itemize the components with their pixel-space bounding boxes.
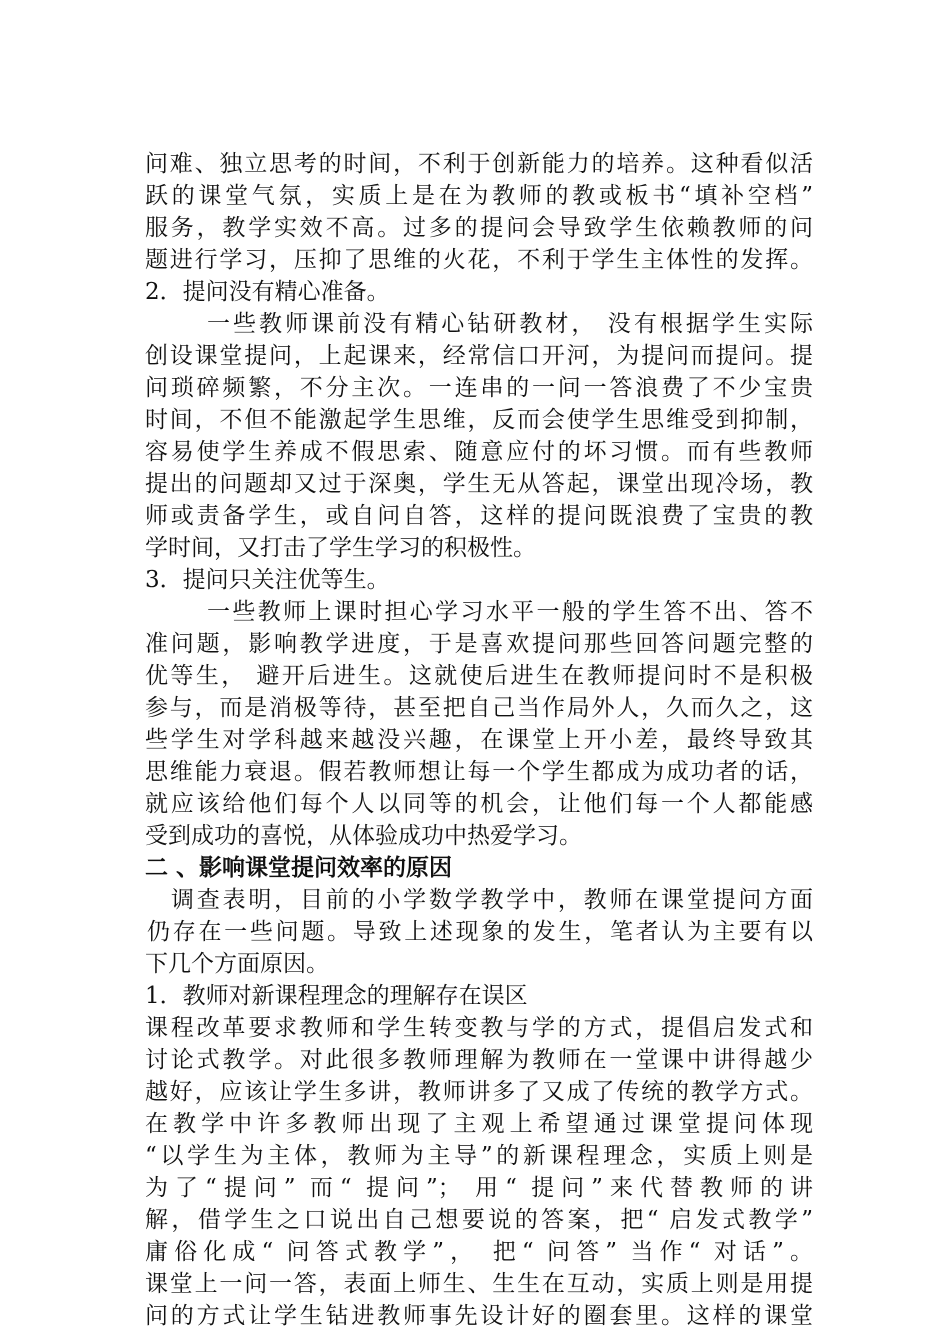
text-line: 讨论式教学。对此很多教师理解为教师在一堂课中讲得越少 bbox=[145, 1047, 813, 1073]
text-line: 时间，不但不能激起学生思维，反而会使学生思维受到抑制， bbox=[145, 407, 813, 433]
text-line: 题进行学习，压抑了思维的火花，不利于学生主体性的发挥。 bbox=[145, 247, 813, 273]
text-line: 问难、独立思考的时间，不利于创新能力的培养。这种看似活 bbox=[145, 151, 813, 177]
text-line: 创设课堂提问，上起课来，经常信口开河，为提问而提问。提 bbox=[145, 343, 813, 369]
section-heading-1: 1．教师对新课程理念的理解存在误区 bbox=[145, 983, 528, 1009]
text-line: 调查表明，目前的小学数学教学中，教师在课堂提问方面 bbox=[171, 887, 813, 913]
text-line: 课堂上一问一答，表面上师生、生生在互动，实质上则是用提 bbox=[145, 1271, 813, 1297]
text-line: 仍存在一些问题。导致上述现象的发生，笔者认为主要有以 bbox=[147, 919, 813, 945]
text-line: 些学生对学科越来越没兴趣，在课堂上开小差，最终导致其 bbox=[145, 727, 813, 753]
text-line: 庸俗化成“ 问答式教学”， 把“ 问答” 当作“ 对话”。 bbox=[145, 1239, 813, 1265]
text-line: 在教学中许多教师出现了主观上希望通过课堂提问体现 bbox=[145, 1111, 813, 1137]
text-line: 学时间，又打击了学生学习的积极性。 bbox=[145, 535, 536, 561]
text-line: 提出的问题却又过于深奥，学生无从答起，课堂出现冷场，教 bbox=[145, 471, 813, 497]
text-line: 问的方式让学生钻进教师事先设计好的圈套里。这样的课堂 bbox=[145, 1303, 813, 1329]
chapter-heading: 二 、影响课堂提问效率的原因 bbox=[145, 854, 453, 881]
text-line: 受到成功的喜悦，从体验成功中热爱学习。 bbox=[145, 823, 582, 849]
text-line: 下几个方面原因。 bbox=[145, 951, 329, 977]
document-body bbox=[145, 148, 813, 1332]
text-line: 准问题，影响教学进度，于是喜欢提问那些回答问题完整的 bbox=[145, 631, 813, 657]
text-line: 跃的课堂气氛，实质上是在为教师的教或板书“填补空档” bbox=[145, 183, 813, 209]
text-line: 思维能力衰退。假若教师想让每一个学生都成为成功者的话， bbox=[145, 759, 813, 785]
text-line: 参与，而是消极等待，甚至把自己当作局外人，久而久之，这 bbox=[145, 695, 813, 721]
text-line: “以学生为主体，教师为主导”的新课程理念，实质上则是 bbox=[145, 1143, 813, 1169]
text-line: 容易使学生养成不假思索、随意应付的坏习惯。而有些教师 bbox=[145, 439, 813, 465]
text-line: 服务，教学实效不高。过多的提问会导致学生依赖教师的问 bbox=[145, 215, 813, 241]
text-line: 越好，应该让学生多讲，教师讲多了又成了传统的教学方式。 bbox=[145, 1079, 813, 1105]
section-heading-3: 3．提问只关注优等生。 bbox=[145, 567, 390, 593]
text-line: 课程改革要求教师和学生转变教与学的方式，提倡启发式和 bbox=[145, 1015, 813, 1041]
text-line: 为了“提问” 而“ 提问”； 用“ 提问”来代替教师的讲 bbox=[145, 1175, 813, 1201]
text-line: 优等生， 避开后进生。这就使后进生在教师提问时不是积极 bbox=[145, 663, 813, 689]
text-line: 一些教师上课时担心学习水平一般的学生答不出、答不 bbox=[207, 599, 813, 625]
text-line: 问琐碎频繁，不分主次。一连串的一问一答浪费了不少宝贵 bbox=[145, 375, 813, 401]
text-line: 就应该给他们每个人以同等的机会，让他们每一个人都能感 bbox=[145, 791, 813, 817]
text-line: 师或责备学生，或自问自答，这样的提问既浪费了宝贵的教 bbox=[145, 503, 813, 529]
text-line: 一些教师课前没有精心钻研教材， 没有根据学生实际 bbox=[207, 311, 813, 337]
section-heading-2: 2．提问没有精心准备。 bbox=[145, 279, 390, 305]
text-line: 解，借学生之口说出自己想要说的答案，把“ 启发式教学” bbox=[145, 1207, 813, 1233]
